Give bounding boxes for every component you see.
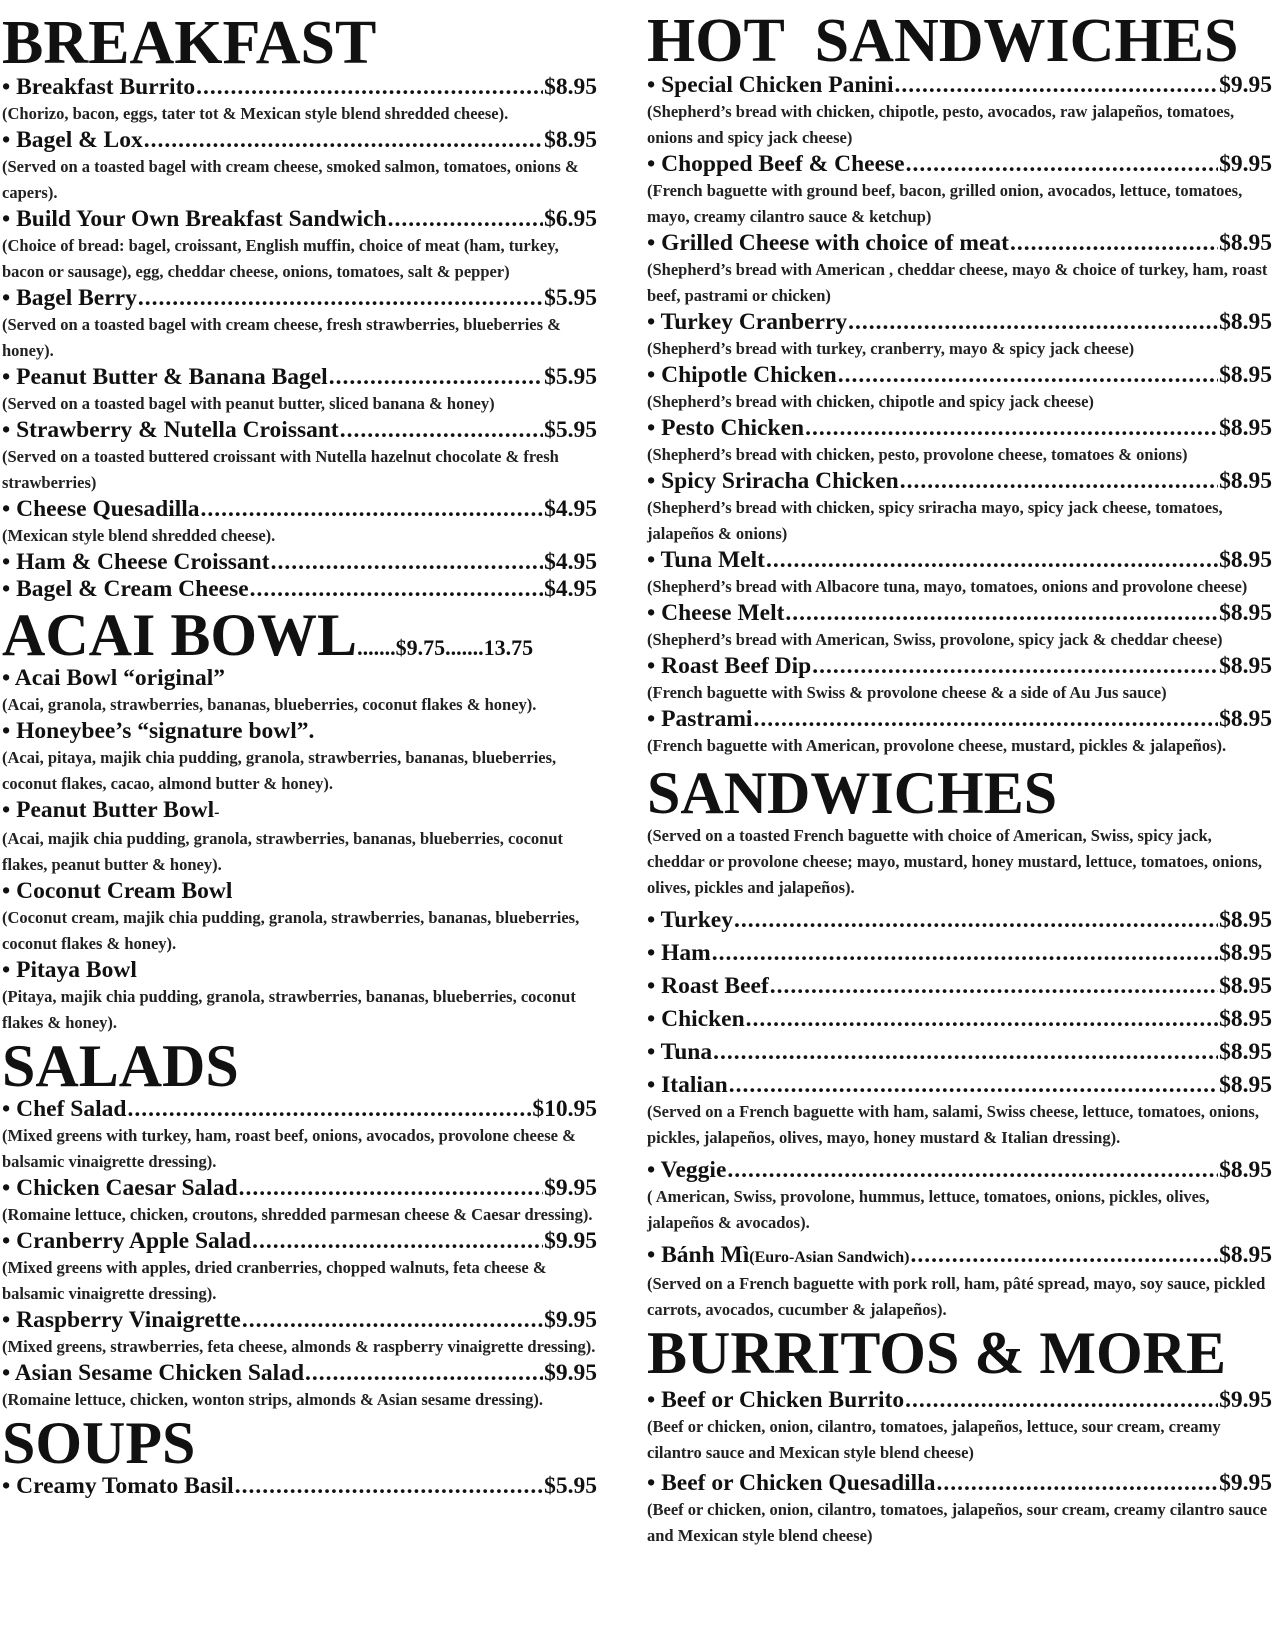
dot-leader (895, 72, 1219, 99)
menu-item (2, 718, 597, 797)
menu-item-description: (Beef or chicken, onion, cilantro, tomatoes, jalapeños, lettuce, sour cream, creamy cilantro sauce and Mexican style blend cheese) (647, 1417, 1221, 1462)
dot-leader (805, 415, 1218, 442)
right-column (647, 0, 1272, 1549)
menu-item-price: $8.95 (1219, 907, 1272, 933)
menu-item-row (647, 230, 1272, 257)
menu-item-price: $5.95 (544, 364, 597, 390)
dot-leader (729, 1072, 1218, 1099)
menu-item (647, 230, 1272, 309)
menu-item-row (647, 907, 1272, 934)
dot-leader (329, 364, 543, 391)
menu-item-description: (Mixed greens with turkey, ham, roast beef, onions, avocados, provolone cheese & balsamic vinaigrette dressing). (2, 1126, 576, 1171)
menu-item-row (647, 309, 1272, 336)
menu-item-description: (French baguette with Swiss & provolone cheese & a side of Au Jus sauce) (647, 683, 1167, 702)
menu-item-name: • Roast Beef (647, 973, 769, 999)
salads-items (2, 1096, 597, 1413)
menu-item-row (647, 1072, 1272, 1099)
menu-item-description: (Shepherd’s bread with chicken, chipotle, pesto, avocados, raw jalapeños, tomatoes, onions and spicy jack cheese) (647, 102, 1235, 147)
menu-item-price: $9.95 (544, 1228, 597, 1254)
acai-dots: ....... (445, 635, 484, 660)
menu-item-name: • Bagel & Cream Cheese (2, 576, 249, 602)
menu-item-row (647, 600, 1272, 627)
section-title: SOUPS (2, 1410, 196, 1476)
dot-leader (906, 151, 1219, 178)
menu-item-description: (Pitaya, majik chia pudding, granola, strawberries, bananas, blueberries, coconut flakes & honey). (2, 987, 576, 1032)
menu-item-price: $9.95 (1219, 151, 1272, 177)
menu-item-name: • Turkey Cranberry (647, 309, 848, 335)
menu-item-row (2, 417, 597, 444)
menu-item-name: • Honeybee’s “signature bowl”. (2, 718, 315, 744)
menu-item (647, 1387, 1272, 1466)
dot-leader (848, 309, 1218, 336)
menu-item-description: (Shepherd’s bread with Albacore tuna, mayo, tomatoes, onions and provolone cheese) (647, 577, 1248, 596)
menu-item-price: $8.95 (544, 127, 597, 153)
dot-leader (250, 576, 543, 603)
menu-item-row (2, 797, 597, 826)
menu-item-description: (Served on a toasted bagel with cream cheese, fresh strawberries, blueberries & honey). (2, 315, 561, 360)
menu-item-description: (Mexican style blend shredded cheese). (2, 526, 276, 545)
menu-item-description: (Acai, majik chia pudding, granola, strawberries, bananas, blueberries, coconut flakes, peanut butter & honey). (2, 829, 564, 874)
menu-item-price: $8.95 (1219, 362, 1272, 388)
menu-item-name: • Beef or Chicken Burrito (647, 1387, 905, 1413)
menu-item-price: $5.95 (544, 417, 597, 443)
menu-item-price: $5.95 (544, 1473, 597, 1499)
menu-item-row (2, 1473, 597, 1500)
menu-item (647, 309, 1272, 362)
menu-item-row (647, 940, 1272, 967)
acai-section (2, 602, 597, 1036)
menu-item (2, 1096, 597, 1175)
menu-item-price: $8.95 (1219, 547, 1272, 573)
menu-item-name: • Bagel Berry (2, 285, 137, 311)
menu-item (2, 549, 597, 576)
menu-item-description: (Romaine lettuce, chicken, wonton strips, almonds & Asian sesame dressing). (2, 1390, 543, 1409)
section-title: SANDWICHES (647, 760, 1058, 826)
menu-item (2, 1360, 597, 1413)
menu-item-description: (Served on a toasted buttered croissant with Nutella hazelnut chocolate & fresh strawberries) (2, 447, 559, 492)
menu-item-price: $9.95 (544, 1360, 597, 1386)
menu-item-description: (Coconut cream, majik chia pudding, granola, strawberries, bananas, blueberries, coconut flakes & honey). (2, 908, 580, 953)
menu-item-row (2, 1228, 597, 1255)
menu-item (2, 1175, 597, 1228)
menu-item-description: (Shepherd’s bread with American , cheddar cheese, mayo & choice of turkey, ham, roast beef, pastrami or chicken) (647, 260, 1268, 305)
menu-item-name: • Veggie (647, 1157, 727, 1183)
dot-leader (239, 1175, 543, 1202)
menu-item (647, 151, 1272, 230)
menu-item-name: • Asian Sesame Chicken Salad (2, 1360, 305, 1386)
menu-item-price: $9.95 (544, 1307, 597, 1333)
menu-item-price: $4.95 (544, 496, 597, 522)
menu-item-row (647, 1039, 1272, 1066)
menu-item-row (2, 576, 597, 603)
menu-item-description: (Acai, granola, strawberries, bananas, blueberries, coconut flakes & honey). (2, 695, 537, 714)
menu-item-name: • Acai Bowl “original” (2, 665, 225, 691)
menu-item-row (2, 206, 597, 233)
menu-item-name: • Tuna (647, 1039, 713, 1065)
menu-item-name: • Cranberry Apple Salad (2, 1228, 252, 1254)
menu-item-price: $8.95 (1219, 230, 1272, 256)
menu-item-name: • Raspberry Vinaigrette (2, 1307, 241, 1333)
menu-item-name: • Tuna Melt (647, 547, 765, 573)
dot-leader (753, 706, 1218, 733)
menu-item-description: (Shepherd’s bread with chicken, pesto, provolone cheese, tomatoes & onions) (647, 445, 1188, 464)
menu-item (2, 206, 597, 285)
menu-item (647, 547, 1272, 600)
menu-item-row (647, 706, 1272, 733)
menu-item-description: ( American, Swiss, provolone, hummus, lettuce, tomatoes, onions, pickles, olives, jalapeños & avocados). (647, 1187, 1210, 1232)
menu-item (2, 957, 597, 1036)
menu-item-price: $8.95 (1219, 940, 1272, 966)
menu-item-name: • Bagel & Lox (2, 127, 143, 153)
menu-item-price: $9.95 (1219, 1387, 1272, 1413)
menu-item-price: $8.95 (1219, 1039, 1272, 1065)
menu-item-row (2, 878, 597, 905)
dot-leader (766, 547, 1218, 574)
menu-item-price: $8.95 (1219, 600, 1272, 626)
menu-item-name: • Chef Salad (2, 1096, 127, 1122)
menu-item-name: • Peanut Butter & Banana Bagel (2, 364, 328, 390)
menu-item-price: $8.95 (1219, 309, 1272, 335)
menu-item-name: • Spicy Sriracha Chicken (647, 468, 899, 494)
menu-item-name: • Ham & Cheese Croissant (2, 549, 270, 575)
sandwiches-items (647, 907, 1272, 1323)
menu-item (647, 415, 1272, 468)
dot-leader (900, 468, 1218, 495)
breakfast-section (2, 9, 597, 603)
sandwiches-section (647, 760, 1272, 1323)
dot-leader (785, 600, 1218, 627)
menu-item-description: (Shepherd’s bread with chicken, spicy sriracha mayo, spicy jack cheese, tomatoes, jalapeños & onions) (647, 498, 1223, 543)
menu-item-name: • Peanut Butter Bowl (2, 797, 215, 823)
menu-item-row (2, 718, 597, 745)
section-title: ACAI BOWL (2, 602, 358, 668)
menu-item-price: $10.95 (532, 1096, 597, 1122)
menu-item-price: $6.95 (544, 206, 597, 232)
dot-leader (910, 1242, 1218, 1269)
menu-item-name: • Pitaya Bowl (2, 957, 137, 983)
menu-item-name: • Grilled Cheese with choice of meat (647, 230, 1009, 256)
section-title: HOT SANDWICHES (647, 7, 1239, 75)
dot-leader (242, 1307, 543, 1334)
menu-item-note: (Euro-Asian Sandwich) (749, 1249, 910, 1266)
menu-item-row (647, 362, 1272, 389)
menu-item-description: (Mixed greens, strawberries, feta cheese, almonds & raspberry vinaigrette dressing). (2, 1337, 596, 1356)
menu-item (647, 907, 1272, 934)
soups-section (2, 1410, 597, 1500)
menu-item-description: (Beef or chicken, onion, cilantro, tomatoes, jalapeños, sour cream, creamy cilantro sauce and Mexican style blend cheese) (647, 1500, 1268, 1545)
dot-leader (305, 1360, 543, 1387)
menu-item-row (647, 1006, 1272, 1033)
dot-leader (812, 653, 1218, 680)
acai-header (2, 602, 597, 668)
menu-item (2, 285, 597, 364)
menu-item-name: • Chopped Beef & Cheese (647, 151, 905, 177)
menu-item-name: • Cheese Melt (647, 600, 785, 626)
menu-item (647, 706, 1272, 759)
menu-item-suffix: - (214, 804, 220, 821)
menu-item-description: (Served on a toasted bagel with peanut butter, sliced banana & honey) (2, 394, 495, 413)
menu-item-description: (Choice of bread: bagel, croissant, English muffin, choice of meat (ham, turkey, bacon or sausage), egg, cheddar cheese, onions, tomatoes, salt & pepper) (2, 236, 559, 281)
dot-leader (196, 74, 543, 101)
breakfast-items (2, 74, 597, 603)
menu-item (2, 576, 597, 603)
menu-item-row (2, 364, 597, 391)
menu-item-name: • Chipotle Chicken (647, 362, 837, 388)
menu-item-row (647, 653, 1272, 680)
menu-item-name: • Cheese Quesadilla (2, 496, 200, 522)
menu-item-description: (Shepherd’s bread with turkey, cranberry, mayo & spicy jack cheese) (647, 339, 1135, 358)
menu-item-price: $8.95 (1219, 1072, 1272, 1098)
menu-item-row (2, 285, 597, 312)
burritos-section (647, 1320, 1272, 1549)
burritos-items (647, 1387, 1272, 1549)
menu-item (2, 797, 597, 878)
menu-item-name: • Beef or Chicken Quesadilla (647, 1470, 936, 1496)
dot-leader (712, 940, 1218, 967)
dot-leader (746, 1006, 1218, 1033)
menu-item-description: (Served on a French baguette with pork roll, ham, pâté spread, mayo, soy sauce, pickled carrots, avocados, cucumber & jalapeños). (647, 1274, 1266, 1319)
menu-item-name: • Bánh Mì (647, 1242, 750, 1268)
section-title: BURRITOS & MORE (647, 1320, 1226, 1386)
menu-item (2, 127, 597, 206)
menu-item (647, 1470, 1272, 1549)
menu-item-row (647, 1387, 1272, 1414)
menu-item-price: $8.95 (1219, 415, 1272, 441)
menu-item-price: $8.95 (1219, 468, 1272, 494)
dot-leader (201, 496, 544, 523)
menu-item (647, 1006, 1272, 1033)
dot-leader (127, 1096, 531, 1123)
menu-item-description: (Mixed greens with apples, dried cranberries, chopped walnuts, feta cheese & balsamic vinaigrette dressing). (2, 1258, 547, 1303)
menu-item (2, 364, 597, 417)
menu-item (2, 878, 597, 957)
dot-leader (271, 549, 544, 576)
menu-item (2, 496, 597, 549)
menu-item (2, 74, 597, 127)
menu-item-row (647, 468, 1272, 495)
menu-item (2, 1473, 597, 1500)
menu-item (647, 1039, 1272, 1066)
dot-leader (734, 907, 1218, 934)
dot-leader (235, 1473, 543, 1500)
menu-item-price: $8.95 (1219, 706, 1272, 732)
menu-item-description: (Romaine lettuce, chicken, croutons, shredded parmesan cheese & Caesar dressing). (2, 1205, 593, 1224)
menu-item (647, 653, 1272, 706)
menu-item-price: $5.95 (544, 285, 597, 311)
menu-item-price: $8.95 (1219, 1006, 1272, 1032)
menu-item-row (647, 151, 1272, 178)
dot-leader (937, 1470, 1219, 1497)
menu-item-price: $4.95 (544, 576, 597, 602)
menu-item-description: (Acai, pitaya, majik chia pudding, granola, strawberries, bananas, blueberries, coconut flakes, cacao, almond butter & honey). (2, 748, 557, 793)
menu-item-name: • Chicken (647, 1006, 745, 1032)
menu-item (647, 973, 1272, 1000)
dot-leader (388, 206, 544, 233)
menu-item-row (2, 1307, 597, 1334)
menu-item-row (2, 496, 597, 523)
menu-item-row (647, 1157, 1272, 1184)
menu-item (2, 1307, 597, 1360)
menu-item-row (647, 973, 1272, 1000)
menu-item-name: • Special Chicken Panini (647, 72, 894, 98)
menu-item-name: • Creamy Tomato Basil (2, 1473, 234, 1499)
menu-item-name: • Ham (647, 940, 711, 966)
acai-price-low: $9.75 (395, 635, 446, 660)
dot-leader (138, 285, 543, 312)
menu-item (647, 940, 1272, 967)
menu-item (2, 665, 597, 718)
menu-item-name: • Chicken Caesar Salad (2, 1175, 238, 1201)
menu-item-description: (French baguette with American, provolone cheese, mustard, pickles & jalapeños). (647, 736, 1227, 755)
menu-item (647, 1242, 1272, 1323)
acai-items (2, 665, 597, 1036)
menu-item-description: (Shepherd’s bread with American, Swiss, provolone, spicy jack & cheddar cheese) (647, 630, 1223, 649)
menu-item (647, 1157, 1272, 1236)
menu-item-row (2, 74, 597, 101)
dot-leader (727, 1157, 1218, 1184)
menu-item-row (647, 1470, 1272, 1497)
soups-items (2, 1473, 597, 1500)
dot-leader (713, 1039, 1218, 1066)
sandwiches-intro: (Served on a toasted French baguette with choice of American, Swiss, spicy jack, cheddar or provolone cheese; mayo, mustard, honey mustard, lettuce, tomatoes, onions, olives, pickles and jalapeños). (647, 826, 1263, 897)
dot-leader (838, 362, 1218, 389)
menu-item-row (2, 1096, 597, 1123)
dot-leader (770, 973, 1218, 1000)
left-column (2, 0, 597, 1500)
menu-item (2, 1228, 597, 1307)
menu-item-row (647, 72, 1272, 99)
menu-item-name: • Strawberry & Nutella Croissant (2, 417, 339, 443)
menu-item-price: $8.95 (544, 74, 597, 100)
menu-item-description: (Chorizo, bacon, eggs, tater tot & Mexican style blend shredded cheese). (2, 104, 509, 123)
menu-item-row (647, 547, 1272, 574)
menu-item-description: (Served on a French baguette with ham, salami, Swiss cheese, lettuce, tomatoes, onions, pickles, jalapeños, olives, mayo, honey mustard & Italian dressing). (647, 1102, 1259, 1147)
menu-item-row (647, 415, 1272, 442)
menu-item-row (2, 549, 597, 576)
menu-item (647, 72, 1272, 151)
menu-item-price: $9.95 (1219, 72, 1272, 98)
salads-section (2, 1033, 597, 1413)
menu-item-name: • Coconut Cream Bowl (2, 878, 233, 904)
menu-item (2, 417, 597, 496)
menu-item-row (2, 665, 597, 692)
menu-item-row (2, 127, 597, 154)
menu-item-name: • Pastrami (647, 706, 753, 732)
menu-item-row (647, 1242, 1272, 1271)
dot-leader (252, 1228, 543, 1255)
menu-item (647, 362, 1272, 415)
dot-leader (340, 417, 543, 444)
menu-item (647, 468, 1272, 547)
menu-item-description: (French baguette with ground beef, bacon, grilled onion, avocados, lettuce, tomatoes, mayo, creamy cilantro sauce & ketchup) (647, 181, 1243, 226)
menu-item-name: • Breakfast Burrito (2, 74, 196, 100)
menu-item-price: $9.95 (1219, 1470, 1272, 1496)
menu-item-name: • Roast Beef Dip (647, 653, 812, 679)
dot-leader (1010, 230, 1218, 257)
hot-sandwiches-items (647, 72, 1272, 759)
menu-item-price: $8.95 (1219, 973, 1272, 999)
menu-item-description: (Served on a toasted bagel with cream cheese, smoked salmon, tomatoes, onions & capers). (2, 157, 579, 202)
menu-item (647, 600, 1272, 653)
acai-price-high: 13.75 (483, 635, 534, 660)
section-title: BREAKFAST (2, 9, 377, 77)
dot-leader (905, 1387, 1218, 1414)
menu-item-name: • Pesto Chicken (647, 415, 805, 441)
menu-item-price: $8.95 (1219, 1157, 1272, 1183)
dot-leader (144, 127, 543, 154)
hot-sandwiches-section (647, 7, 1272, 759)
menu-item-name: • Build Your Own Breakfast Sandwich (2, 206, 387, 232)
menu-item-price: $4.95 (544, 549, 597, 575)
menu-item-row (2, 957, 597, 984)
menu-item-price: $8.95 (1219, 653, 1272, 679)
menu-item-price: $8.95 (1219, 1242, 1272, 1268)
acai-dots: ....... (357, 635, 396, 660)
menu-item-row (2, 1175, 597, 1202)
section-title: SALADS (2, 1033, 239, 1099)
menu-item-row (2, 1360, 597, 1387)
menu-item-description: (Shepherd’s bread with chicken, chipotle and spicy jack cheese) (647, 392, 1094, 411)
menu-item-name: • Italian (647, 1072, 728, 1098)
menu-item (647, 1072, 1272, 1151)
menu-item-price: $9.95 (544, 1175, 597, 1201)
menu-item-name: • Turkey (647, 907, 733, 933)
